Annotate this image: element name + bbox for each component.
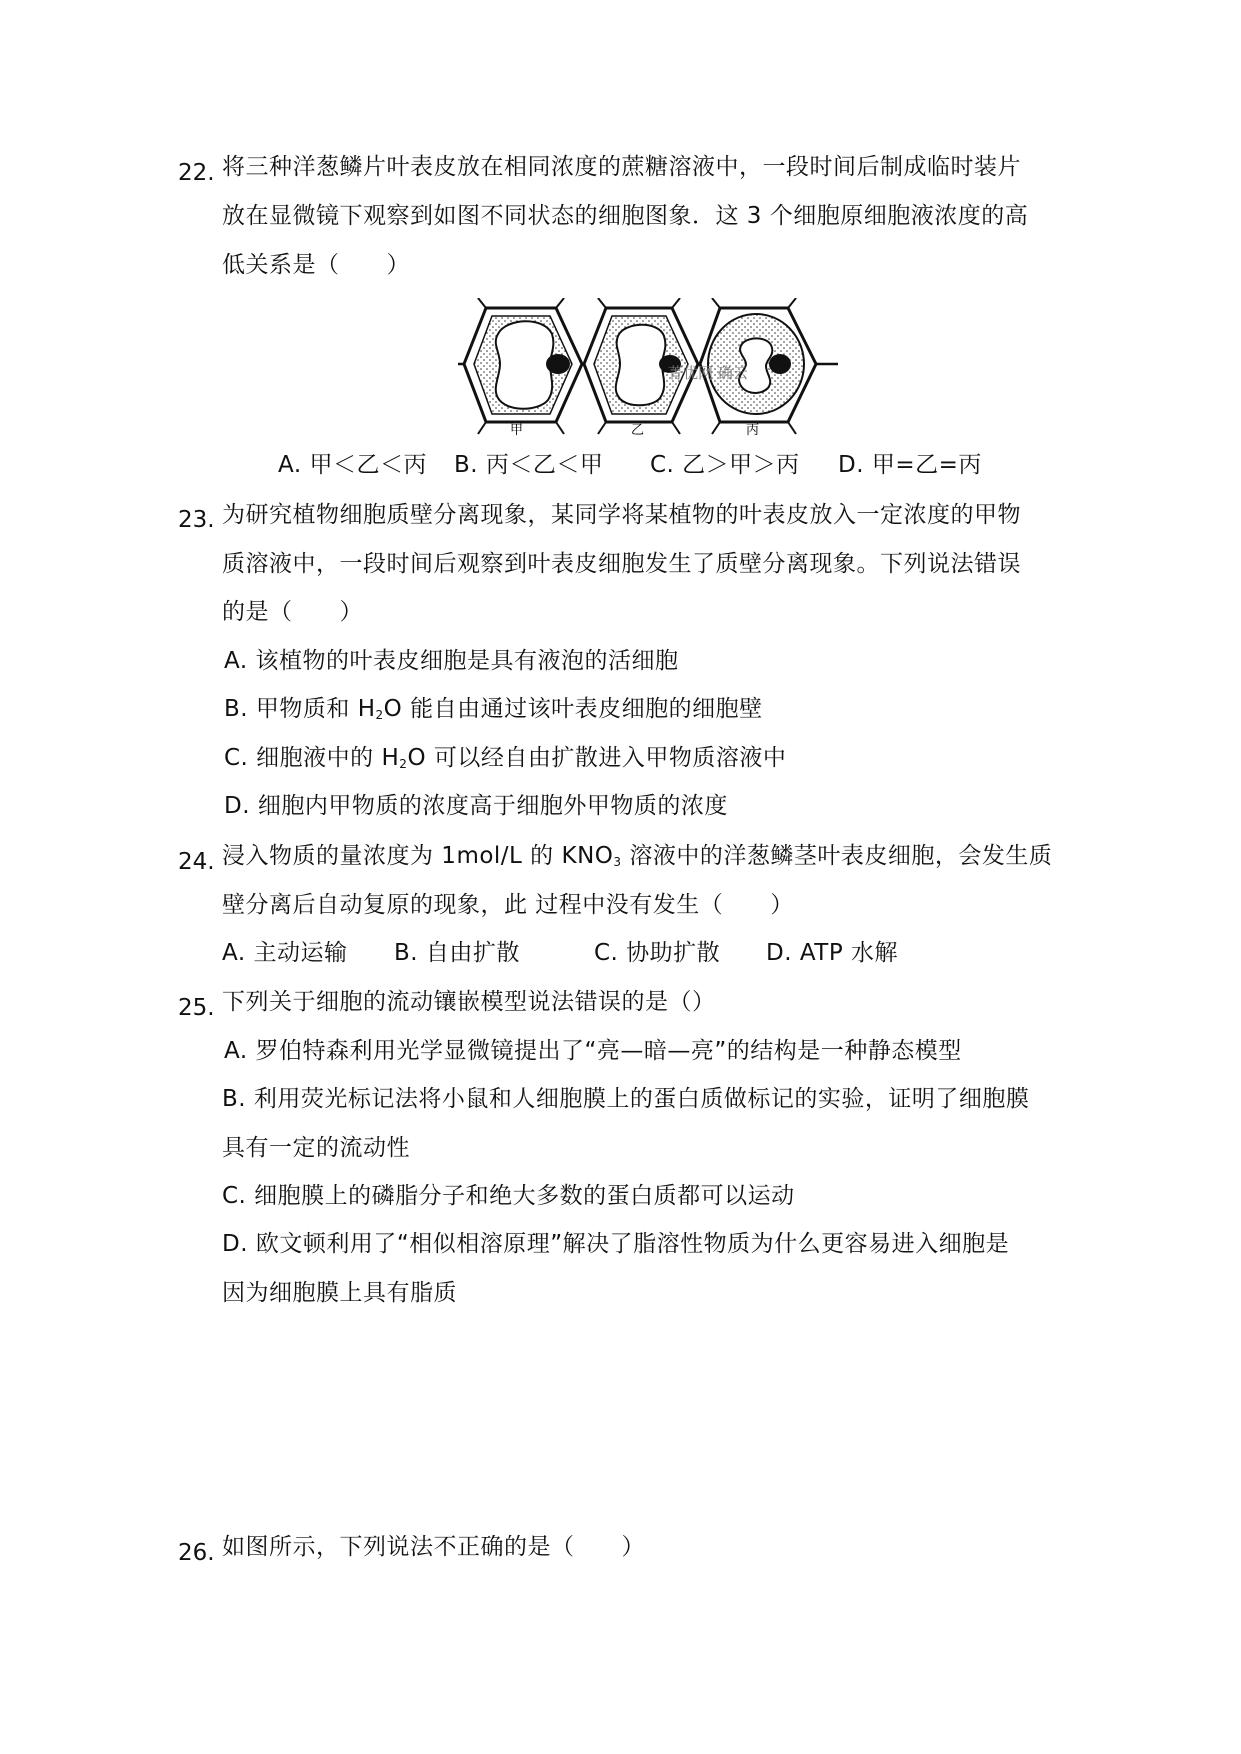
cell-jia [464,298,582,438]
label-yi: 乙 [631,423,645,438]
q24-option-b[interactable]: B. 自由扩散 [394,940,520,966]
q23-option-d[interactable]: D. 细胞内甲物质的浓度高于细胞外甲物质的浓度 [224,793,728,819]
q25-option-d-line-1[interactable]: D. 欧文顿利用了“相似相溶原理”解决了脂溶性物质为什么更容易进入细胞是 [222,1231,1010,1257]
q22-option-a[interactable]: A. 甲＜乙＜丙 [278,452,427,478]
q24-option-d[interactable]: D. ATP 水解 [766,940,899,966]
q23-stem-line-2: 质溶液中，一段时间后观察到叶表皮细胞发生了质壁分离现象。下列说法错误 [222,551,1021,577]
q23-option-a[interactable]: A. 该植物的叶表皮细胞是具有液泡的活细胞 [224,648,679,674]
q24-option-a[interactable]: A. 主动运输 [222,940,348,966]
q24-line1-sub: 3 [613,855,622,869]
q25-option-a[interactable]: A. 罗伯特森利用光学显微镜提出了“亮—暗—亮”的结构是一种静态模型 [224,1038,962,1064]
cells-figure [458,298,838,442]
cells-figure-svg [458,298,838,438]
q23-option-b-sub: 2 [375,708,384,722]
q22-option-c[interactable]: C. 乙＞甲＞丙 [650,452,800,478]
q23-option-c-sub: 2 [399,757,408,771]
label-jia: 甲 [510,423,524,438]
watermark: 菁优网 确云 [668,364,748,382]
q25-number: 25. [178,995,215,1021]
q25-option-c[interactable]: C. 细胞膜上的磷脂分子和绝大多数的蛋白质都可以运动 [222,1183,795,1209]
q26-stem: 如图所示，下列说法不正确的是（ ） [222,1534,645,1560]
q23-option-b-post: O 能自由通过该叶表皮细胞的细胞壁 [383,696,763,722]
label-bing: 丙 [746,423,760,438]
q25-option-b-line-2: 具有一定的流动性 [222,1135,410,1161]
q22-number: 22. [178,160,215,186]
q23-stem-line-3: 的是（ ） [222,599,363,625]
q25-option-b-line-1[interactable]: B. 利用荧光标记法将小鼠和人细胞膜上的蛋白质做标记的实验，证明了细胞膜 [222,1086,1030,1112]
q24-option-c[interactable]: C. 协助扩散 [594,940,721,966]
q24-stem-line-1 [222,841,1052,877]
q24-number: 24. [178,849,215,875]
q26-number: 26. [178,1540,215,1566]
q22-stem-line-3: 低关系是（ ） [222,252,410,278]
q23-option-b[interactable] [224,694,763,730]
q23-option-c-post: O 可以经自由扩散进入甲物质溶液中 [407,745,787,771]
q25-stem: 下列关于细胞的流动镶嵌模型说法错误的是（） [222,989,716,1015]
q24-line1-post: 溶液中的洋葱鳞茎叶表皮细胞，会发生质 [621,843,1053,869]
q22-option-b[interactable]: B. 丙＜乙＜甲 [454,452,604,478]
q23-option-c[interactable] [224,743,786,779]
q25-option-d-line-2: 因为细胞膜上具有脂质 [222,1280,457,1306]
q23-option-b-pre: B. 甲物质和 H [224,696,376,722]
q24-options [222,938,898,968]
q22-option-d[interactable]: D. 甲=乙=丙 [838,452,982,478]
q23-stem-line-1: 为研究植物细胞质壁分离现象，某同学将某植物的叶表皮放入一定浓度的甲物 [222,502,1021,528]
q22-stem-line-2: 放在显微镜下观察到如图不同状态的细胞图象．这 3 个细胞原细胞液浓度的高 [222,203,1029,229]
q23-number: 23. [178,507,215,533]
q22-stem-line-1: 将三种洋葱鳞片叶表皮放在相同浓度的蔗糖溶液中，一段时间后制成临时装片 [222,154,1021,180]
q24-stem-line-2: 壁分离后自动复原的现象，此 过程中没有发生（ ） [222,892,794,918]
q23-option-c-pre: C. 细胞液中的 H [224,745,400,771]
q22-options [278,450,982,480]
q24-line1-pre: 浸入物质的量浓度为 1mol/L 的 KNO [222,843,614,869]
